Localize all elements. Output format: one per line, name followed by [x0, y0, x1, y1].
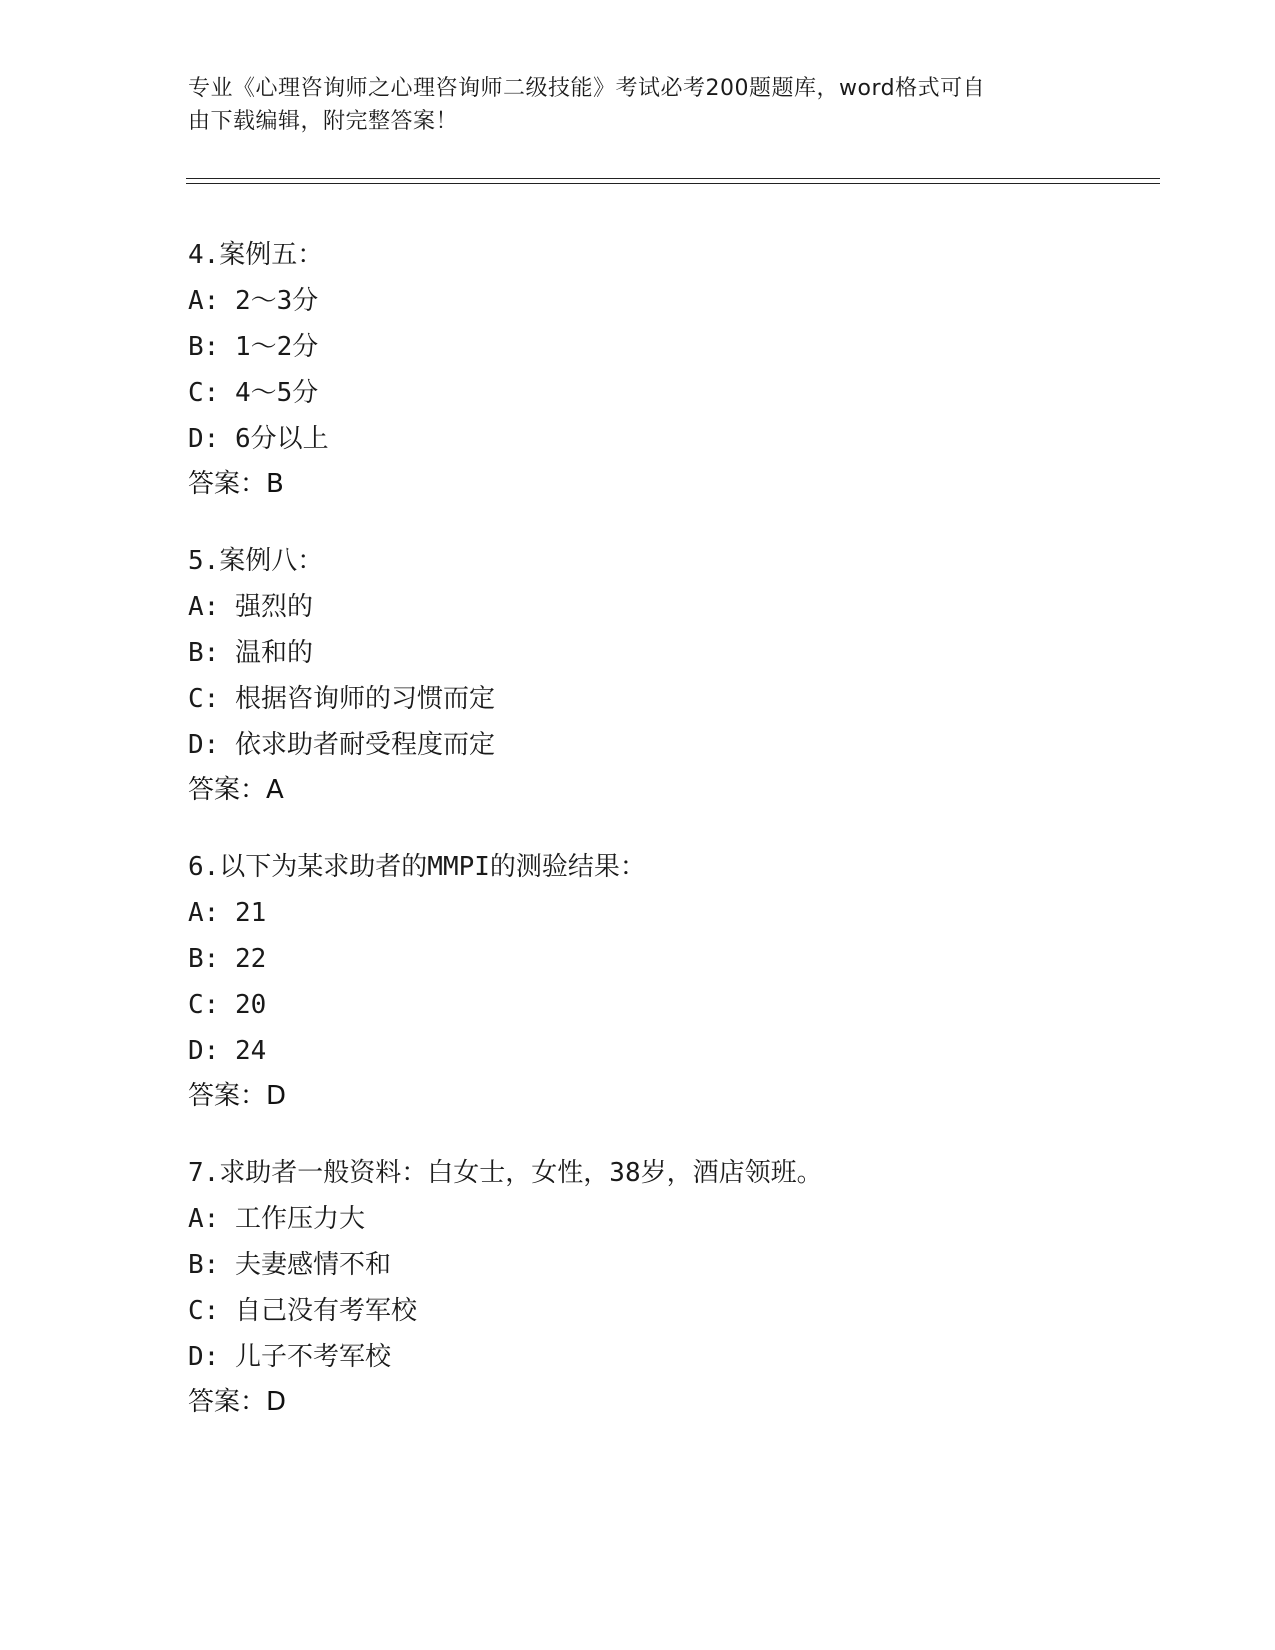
option-d: D: 24 [188, 1036, 267, 1066]
answer-line: 答案：D [188, 1387, 287, 1417]
option-a: A: 21 [188, 898, 267, 928]
option-a: A: 工作压力大 [188, 1204, 365, 1234]
option-a: A: 2～3分 [188, 286, 319, 316]
question-title: 4.案例五： [188, 240, 324, 270]
option-c: C: 4～5分 [188, 378, 319, 408]
header-divider-bottom [186, 183, 1160, 184]
option-d: D: 依求助者耐受程度而定 [188, 730, 495, 760]
option-c: C: 20 [188, 990, 267, 1020]
option-b: B: 22 [188, 944, 267, 974]
question-4 [188, 232, 1148, 506]
question-5 [188, 538, 1148, 812]
header-line-1: 专业《心理咨询师之心理咨询师二级技能》考试必考200题题库，word格式可自 [188, 76, 986, 101]
option-b: B: 1～2分 [188, 332, 319, 362]
question-title: 6.以下为某求助者的MMPI的测验结果： [188, 852, 646, 882]
option-a: A: 强烈的 [188, 592, 313, 622]
option-d: D: 儿子不考军校 [188, 1342, 391, 1372]
question-list [188, 232, 1148, 1456]
question-title: 5.案例八： [188, 546, 324, 576]
option-b: B: 夫妻感情不和 [188, 1250, 391, 1280]
option-c: C: 自己没有考军校 [188, 1296, 417, 1326]
answer-line: 答案：A [188, 775, 284, 805]
question-6 [188, 844, 1148, 1118]
question-7 [188, 1150, 1148, 1424]
header-divider-top [186, 178, 1160, 179]
header-line-2: 由下载编辑，附完整答案！ [188, 109, 459, 134]
answer-line: 答案：B [188, 469, 284, 499]
answer-line: 答案：D [188, 1081, 287, 1111]
option-b: B: 温和的 [188, 638, 313, 668]
document-header [188, 72, 1068, 138]
option-c: C: 根据咨询师的习惯而定 [188, 684, 495, 714]
option-d: D: 6分以上 [188, 424, 329, 454]
question-title: 7.求助者一般资料：白女士，女性，38岁，酒店领班。 [188, 1158, 823, 1188]
